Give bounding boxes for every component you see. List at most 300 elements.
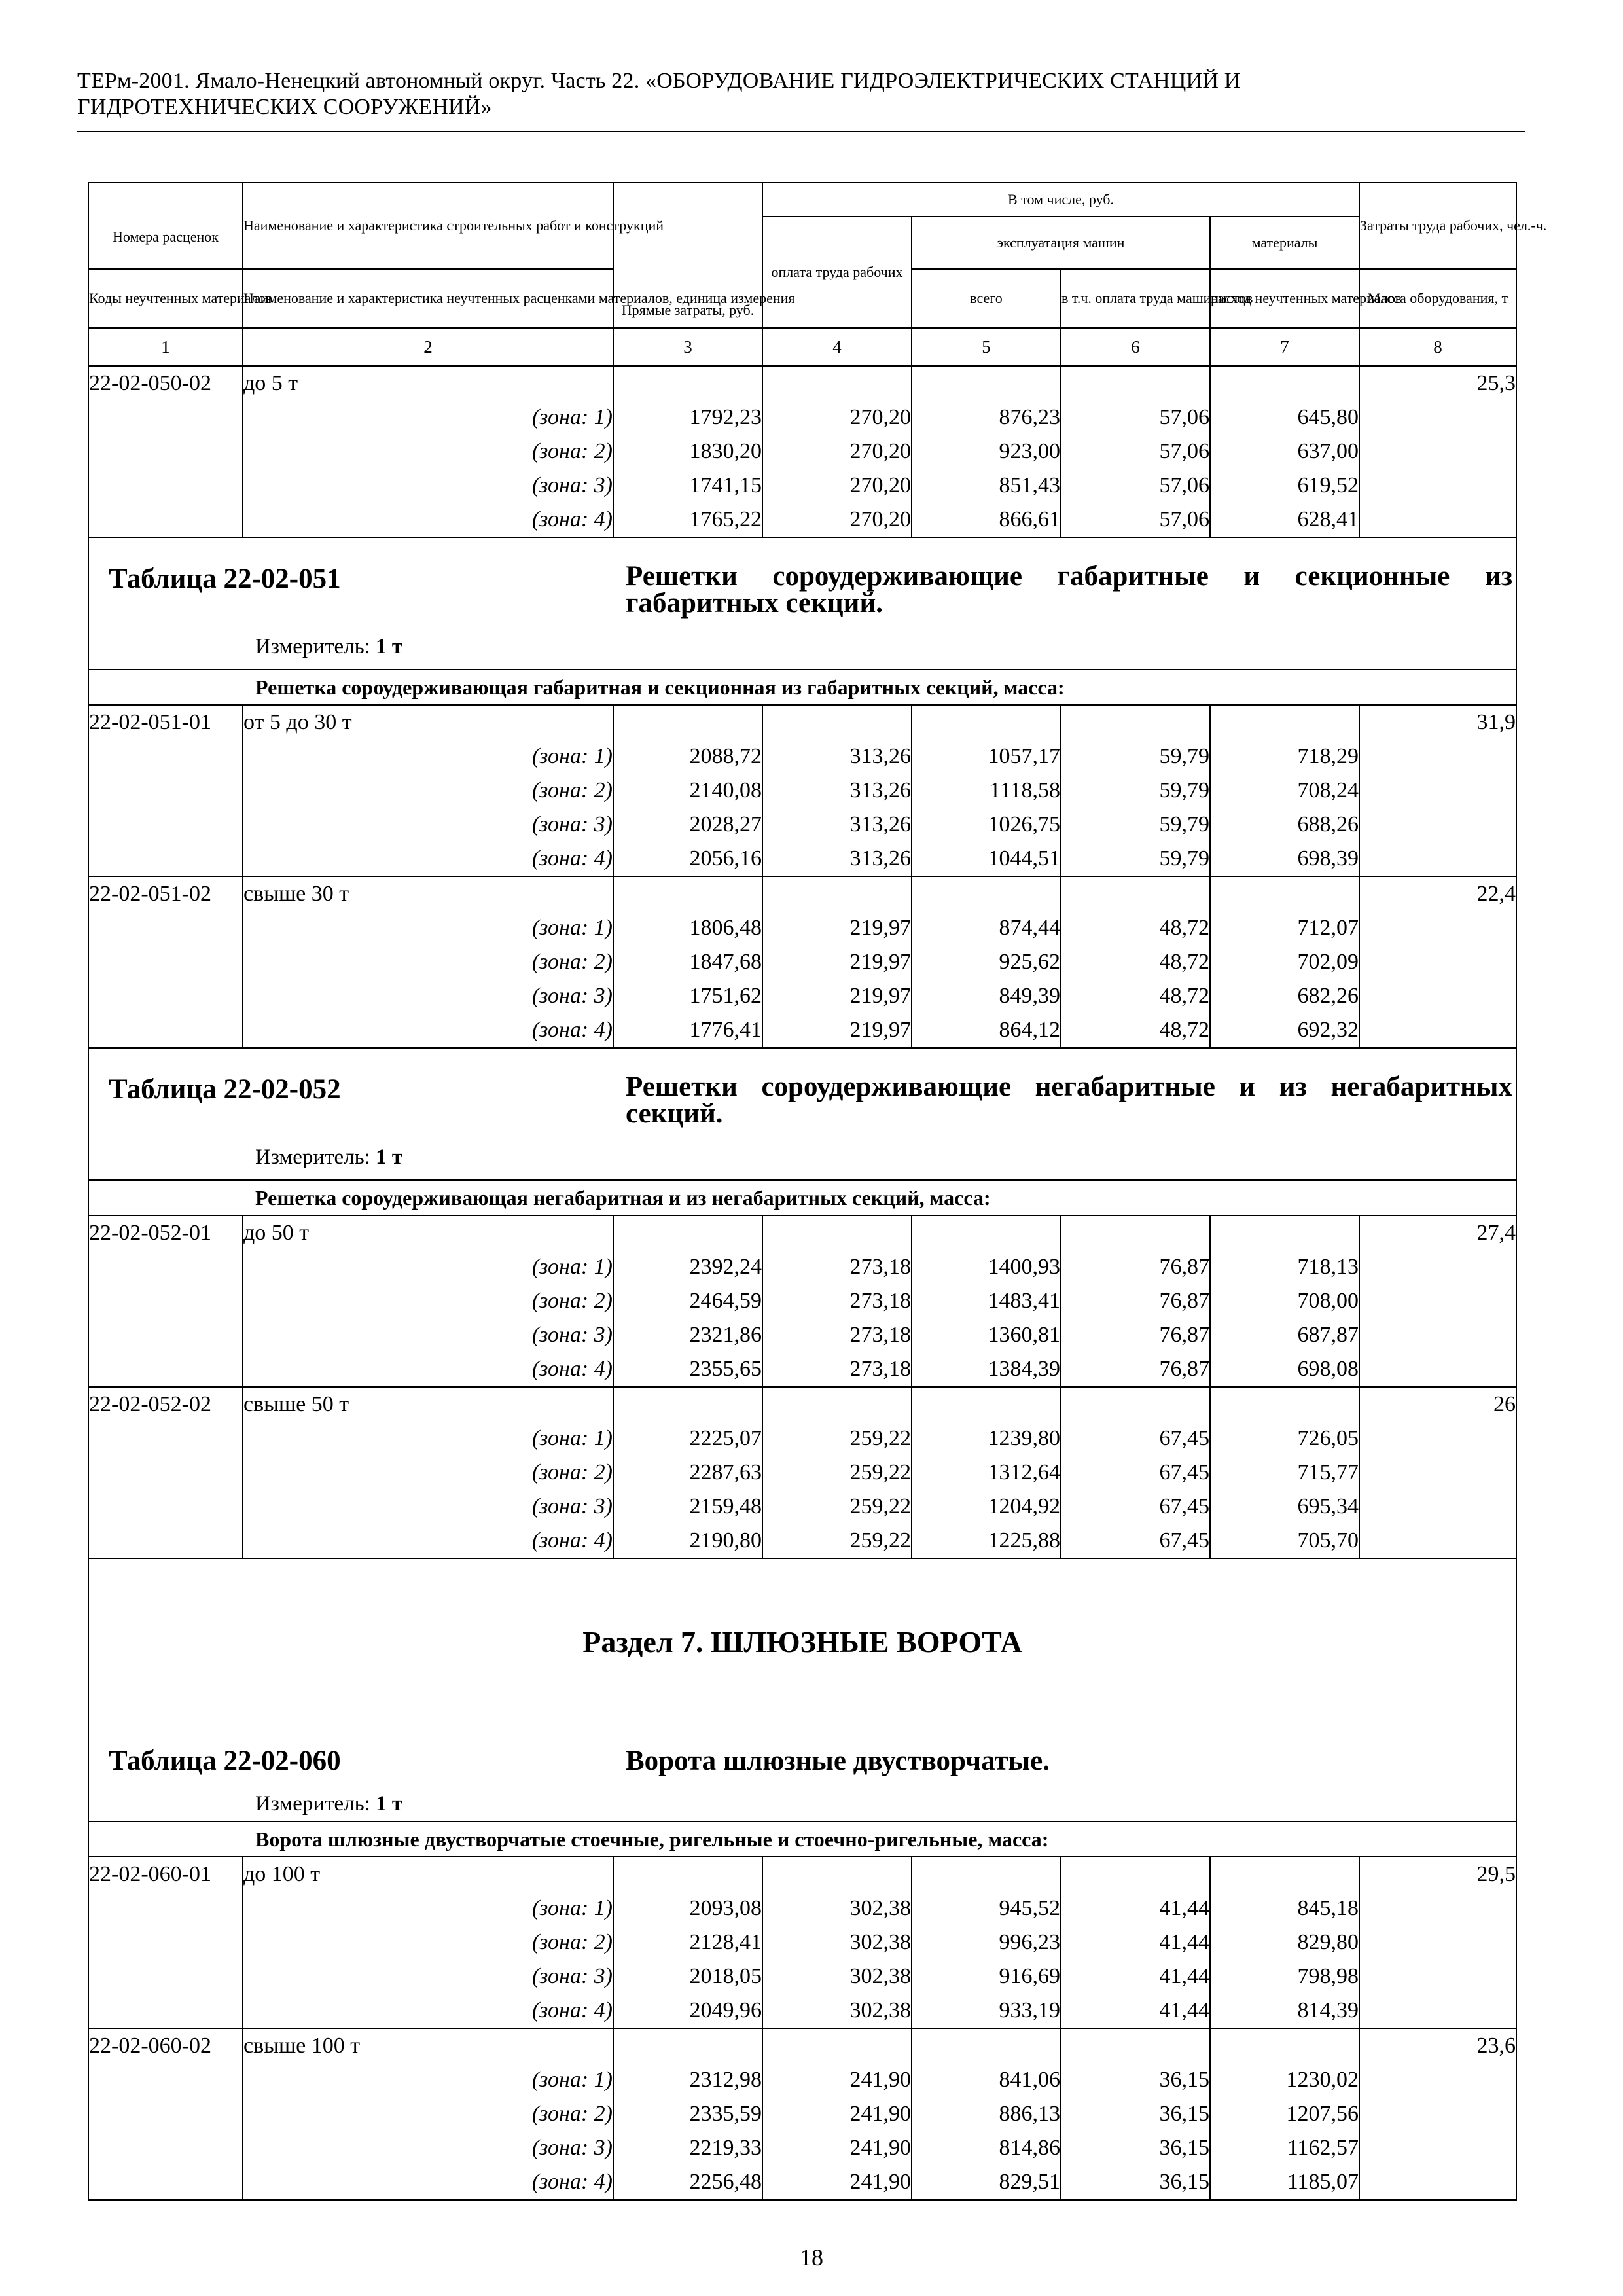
empty-cell	[613, 876, 762, 911]
empty-cell	[1359, 401, 1516, 435]
labor-pay-value: 273,18	[762, 1284, 912, 1318]
col-material-names-header: Наименование и характеристика неучтенных расценками материалов, единица измерения	[243, 269, 613, 328]
direct-costs-value: 1792,23	[613, 401, 762, 435]
empty-cell	[912, 1387, 1061, 1422]
zone-row	[88, 2063, 1516, 2097]
machines-total-value: 925,62	[912, 945, 1061, 979]
direct-costs-value: 2028,27	[613, 808, 762, 842]
empty-cell	[88, 1960, 243, 1994]
empty-cell	[1359, 1318, 1516, 1352]
empty-cell	[1061, 2028, 1210, 2063]
column-number-8: 8	[1359, 328, 1516, 366]
empty-cell	[88, 1892, 243, 1926]
zone-row	[88, 503, 1516, 537]
empty-cell	[613, 366, 762, 401]
empty-cell	[1359, 740, 1516, 774]
rate-name: свыше 30 т	[243, 876, 613, 911]
zone-label: (зона: 1)	[243, 2063, 613, 2097]
empty-cell	[88, 469, 243, 503]
zone-row	[88, 1456, 1516, 1490]
rate-code: 22-02-051-01	[88, 705, 243, 740]
zone-row	[88, 401, 1516, 435]
zone-row	[88, 842, 1516, 876]
zone-label: (зона: 1)	[243, 1250, 613, 1284]
empty-cell	[88, 1456, 243, 1490]
rate-code: 22-02-060-01	[88, 1857, 243, 1892]
machines-labor-value: 36,15	[1061, 2063, 1210, 2097]
machines-total-value: 1312,64	[912, 1456, 1061, 1490]
rate-row	[88, 2028, 1516, 2063]
group-title: Решетка сороудерживающая габаритная и секционная из габаритных секций, масса:	[88, 670, 1516, 705]
materials-value: 637,00	[1210, 435, 1359, 469]
empty-cell	[1359, 1926, 1516, 1960]
direct-costs-value: 2093,08	[613, 1892, 762, 1926]
empty-cell	[88, 1318, 243, 1352]
labor-pay-value: 302,38	[762, 1892, 912, 1926]
labor-pay-value: 219,97	[762, 945, 912, 979]
column-number-6: 6	[1061, 328, 1210, 366]
col-machines-total-header: всего	[912, 269, 1061, 328]
zone-label: (зона: 2)	[243, 774, 613, 808]
direct-costs-value: 2321,86	[613, 1318, 762, 1352]
direct-costs-value: 2088,72	[613, 740, 762, 774]
empty-cell	[1061, 1387, 1210, 1422]
empty-cell	[1359, 1013, 1516, 1048]
measurer-value: 1 т	[376, 1792, 403, 1816]
section-title: Раздел 7. ШЛЮЗНЫЕ ВОРОТА	[582, 1625, 1022, 1659]
zone-row	[88, 1352, 1516, 1387]
rate-row	[88, 705, 1516, 740]
empty-cell	[1210, 705, 1359, 740]
machines-total-value: 1360,81	[912, 1318, 1061, 1352]
empty-cell	[912, 366, 1061, 401]
zone-label: (зона: 2)	[243, 1926, 613, 1960]
machines-total-value: 829,51	[912, 2165, 1061, 2200]
direct-costs-value: 2128,41	[613, 1926, 762, 1960]
direct-costs-value: 2190,80	[613, 1524, 762, 1558]
machines-total-value: 1118,58	[912, 774, 1061, 808]
empty-cell	[88, 2063, 243, 2097]
empty-cell	[762, 1387, 912, 1422]
zone-label: (зона: 3)	[243, 1318, 613, 1352]
table-title-wrap	[89, 1049, 1516, 1179]
materials-value: 1207,56	[1210, 2097, 1359, 2131]
table-number: Таблица 22-02-060	[109, 1746, 341, 1776]
empty-cell	[1359, 1284, 1516, 1318]
empty-cell	[1359, 1892, 1516, 1926]
direct-costs-value: 2464,59	[613, 1284, 762, 1318]
group-title: Решетка сороудерживающая негабаритная и из негабаритных секций, масса:	[88, 1180, 1516, 1215]
empty-cell	[1210, 1857, 1359, 1892]
page-header	[77, 68, 1524, 120]
labor-pay-value: 259,22	[762, 1456, 912, 1490]
machines-labor-value: 36,15	[1061, 2097, 1210, 2131]
materials-value: 682,26	[1210, 979, 1359, 1013]
group-row	[88, 1180, 1516, 1215]
machines-labor-value: 57,06	[1061, 401, 1210, 435]
materials-value: 814,39	[1210, 1994, 1359, 2028]
column-numbers-row	[88, 328, 1516, 366]
zone-label: (зона: 4)	[243, 2165, 613, 2200]
empty-cell	[613, 1387, 762, 1422]
empty-cell	[1061, 705, 1210, 740]
empty-cell	[88, 1422, 243, 1456]
labor-pay-value: 219,97	[762, 979, 912, 1013]
materials-value: 1162,57	[1210, 2131, 1359, 2165]
direct-costs-value: 2159,48	[613, 1490, 762, 1524]
measurer	[255, 635, 402, 659]
empty-cell	[88, 401, 243, 435]
labor-cost: 25,3	[1359, 366, 1516, 401]
empty-cell	[1359, 1456, 1516, 1490]
group-title: Ворота шлюзные двустворчатые стоечные, ригельные и стоечно-ригельные, масса:	[88, 1821, 1516, 1857]
zone-row	[88, 1892, 1516, 1926]
col-mass-header: Масса оборудования, т	[1359, 269, 1516, 328]
machines-total-value: 1483,41	[912, 1284, 1061, 1318]
zone-label: (зона: 2)	[243, 1456, 613, 1490]
table-title: Решетки сороудерживающие негабаритные и из негабаритных секций.	[626, 1071, 1512, 1129]
labor-cost: 26	[1359, 1387, 1516, 1422]
machines-total-value: 864,12	[912, 1013, 1061, 1048]
empty-cell	[1359, 774, 1516, 808]
direct-costs-value: 2225,07	[613, 1422, 762, 1456]
rate-name: свыше 100 т	[243, 2028, 613, 2063]
empty-cell	[1210, 1215, 1359, 1250]
zone-label: (зона: 2)	[243, 1284, 613, 1318]
empty-cell	[613, 1857, 762, 1892]
header-line-1: ТЕРм-2001. Ямало-Ненецкий автономный округ. Часть 22. «ОБОРУДОВАНИЕ ГИДРОЭЛЕКТРИЧЕСКИХ СТАНЦИЙ И	[77, 69, 1241, 93]
labor-cost: 29,5	[1359, 1857, 1516, 1892]
machines-labor-value: 76,87	[1061, 1250, 1210, 1284]
empty-cell	[1061, 1215, 1210, 1250]
machines-total-value: 1057,17	[912, 740, 1061, 774]
zone-row	[88, 1524, 1516, 1558]
empty-cell	[88, 911, 243, 945]
zone-label: (зона: 4)	[243, 1013, 613, 1048]
machines-total-value: 916,69	[912, 1960, 1061, 1994]
labor-pay-value: 241,90	[762, 2131, 912, 2165]
direct-costs-value: 2287,63	[613, 1456, 762, 1490]
empty-cell	[1359, 2063, 1516, 2097]
zone-label: (зона: 4)	[243, 503, 613, 537]
column-number-7: 7	[1210, 328, 1359, 366]
machines-labor-value: 59,79	[1061, 842, 1210, 876]
empty-cell	[1061, 366, 1210, 401]
machines-labor-value: 48,72	[1061, 911, 1210, 945]
zone-label: (зона: 3)	[243, 1490, 613, 1524]
empty-cell	[1359, 2131, 1516, 2165]
empty-cell	[1359, 1524, 1516, 1558]
labor-pay-value: 259,22	[762, 1422, 912, 1456]
empty-cell	[1359, 808, 1516, 842]
empty-cell	[88, 774, 243, 808]
empty-cell	[88, 842, 243, 876]
labor-pay-value: 270,20	[762, 503, 912, 537]
labor-pay-value: 241,90	[762, 2063, 912, 2097]
machines-labor-value: 59,79	[1061, 808, 1210, 842]
empty-cell	[88, 1284, 243, 1318]
zone-label: (зона: 4)	[243, 1994, 613, 2028]
machines-total-value: 1239,80	[912, 1422, 1061, 1456]
empty-cell	[88, 1994, 243, 2028]
labor-pay-value: 241,90	[762, 2097, 912, 2131]
col-machines-labor-header: в т.ч. оплата труда машинистов	[1061, 269, 1210, 328]
section-header-cell	[88, 1558, 1516, 1821]
col-labor-pay-header: оплата труда рабочих	[762, 217, 912, 328]
zone-row	[88, 1994, 1516, 2028]
direct-costs-value: 1806,48	[613, 911, 762, 945]
labor-pay-value: 313,26	[762, 842, 912, 876]
rates-table	[88, 182, 1547, 2201]
machines-labor-value: 41,44	[1061, 1960, 1210, 1994]
empty-cell	[1359, 1422, 1516, 1456]
labor-pay-value: 270,20	[762, 435, 912, 469]
empty-cell	[1359, 2097, 1516, 2131]
labor-pay-value: 259,22	[762, 1524, 912, 1558]
empty-cell	[88, 740, 243, 774]
zone-row	[88, 1490, 1516, 1524]
materials-value: 1185,07	[1210, 2165, 1359, 2200]
direct-costs-value: 2018,05	[613, 1960, 762, 1994]
rate-name: свыше 50 т	[243, 1387, 613, 1422]
empty-cell	[1061, 1857, 1210, 1892]
empty-cell	[1359, 911, 1516, 945]
machines-labor-value: 57,06	[1061, 435, 1210, 469]
rate-code: 22-02-060-02	[88, 2028, 243, 2063]
empty-cell	[1359, 1352, 1516, 1387]
table-title: Ворота шлюзные двустворчатые.	[626, 1746, 1050, 1776]
machines-labor-value: 67,45	[1061, 1422, 1210, 1456]
col-rate-numbers-header: Номера расценок	[88, 183, 243, 269]
empty-cell	[762, 1215, 912, 1250]
empty-cell	[1359, 503, 1516, 537]
labor-pay-value: 270,20	[762, 401, 912, 435]
direct-costs-value: 2392,24	[613, 1250, 762, 1284]
empty-cell	[1210, 2028, 1359, 2063]
section-header-row	[88, 1558, 1516, 1821]
materials-value: 695,34	[1210, 1490, 1359, 1524]
empty-cell	[88, 1250, 243, 1284]
zone-label: (зона: 2)	[243, 2097, 613, 2131]
labor-pay-value: 273,18	[762, 1318, 912, 1352]
measurer-label: Измеритель:	[255, 1145, 370, 1169]
machines-total-value: 1204,92	[912, 1490, 1061, 1524]
column-number-2: 2	[243, 328, 613, 366]
materials-value: 715,77	[1210, 1456, 1359, 1490]
labor-pay-value: 313,26	[762, 740, 912, 774]
machines-labor-value: 59,79	[1061, 774, 1210, 808]
rate-row	[88, 1857, 1516, 1892]
zone-label: (зона: 3)	[243, 469, 613, 503]
zone-row	[88, 1284, 1516, 1318]
zone-label: (зона: 3)	[243, 1960, 613, 1994]
materials-value: 698,39	[1210, 842, 1359, 876]
materials-value: 692,32	[1210, 1013, 1359, 1048]
materials-value: 708,24	[1210, 774, 1359, 808]
table-title-row	[88, 537, 1516, 670]
materials-value: 628,41	[1210, 503, 1359, 537]
labor-cost: 22,4	[1359, 876, 1516, 911]
machines-labor-value: 59,79	[1061, 740, 1210, 774]
empty-cell	[912, 1215, 1061, 1250]
materials-value: 705,70	[1210, 1524, 1359, 1558]
materials-value: 688,26	[1210, 808, 1359, 842]
materials-value: 698,08	[1210, 1352, 1359, 1387]
zone-row	[88, 911, 1516, 945]
zone-label: (зона: 3)	[243, 2131, 613, 2165]
rate-name: от 5 до 30 т	[243, 705, 613, 740]
rate-row	[88, 876, 1516, 911]
direct-costs-value: 2140,08	[613, 774, 762, 808]
zone-row	[88, 774, 1516, 808]
zone-label: (зона: 1)	[243, 401, 613, 435]
machines-labor-value: 76,87	[1061, 1352, 1210, 1387]
machines-labor-value: 48,72	[1061, 979, 1210, 1013]
machines-labor-value: 57,06	[1061, 503, 1210, 537]
machines-total-value: 886,13	[912, 2097, 1061, 2131]
col-labor-cost-header: Затраты труда рабочих, чел.-ч.	[1359, 183, 1516, 269]
empty-cell	[88, 1926, 243, 1960]
machines-labor-value: 67,45	[1061, 1524, 1210, 1558]
page-number: 18	[800, 2244, 823, 2270]
table-number: Таблица 22-02-051	[109, 564, 341, 594]
rate-name: до 5 т	[243, 366, 613, 401]
materials-value: 829,80	[1210, 1926, 1359, 1960]
materials-value: 702,09	[1210, 945, 1359, 979]
zone-row	[88, 1926, 1516, 1960]
empty-cell	[762, 2028, 912, 2063]
section-header-wrap	[89, 1559, 1516, 1821]
empty-cell	[88, 1352, 243, 1387]
empty-cell	[88, 2097, 243, 2131]
labor-pay-value: 302,38	[762, 1926, 912, 1960]
empty-cell	[1359, 1490, 1516, 1524]
empty-cell	[88, 1524, 243, 1558]
zone-row	[88, 1250, 1516, 1284]
measurer-label: Измеритель:	[255, 1792, 370, 1816]
machines-labor-value: 67,45	[1061, 1490, 1210, 1524]
machines-labor-value: 41,44	[1061, 1994, 1210, 2028]
table-title-wrap	[89, 538, 1516, 669]
empty-cell	[912, 2028, 1061, 2063]
machines-total-value: 849,39	[912, 979, 1061, 1013]
zone-label: (зона: 4)	[243, 1352, 613, 1387]
direct-costs-value: 2056,16	[613, 842, 762, 876]
empty-cell	[1210, 876, 1359, 911]
direct-costs-value: 1765,22	[613, 503, 762, 537]
labor-cost: 23,6	[1359, 2028, 1516, 2063]
machines-labor-value: 76,87	[1061, 1318, 1210, 1352]
zone-row	[88, 2131, 1516, 2165]
table-number: Таблица 22-02-052	[109, 1074, 341, 1105]
empty-cell	[88, 1013, 243, 1048]
empty-cell	[613, 1215, 762, 1250]
zone-label: (зона: 4)	[243, 1524, 613, 1558]
zone-label: (зона: 3)	[243, 979, 613, 1013]
zone-label: (зона: 3)	[243, 808, 613, 842]
machines-total-value: 841,06	[912, 2063, 1061, 2097]
zone-label: (зона: 2)	[243, 945, 613, 979]
empty-cell	[88, 808, 243, 842]
measurer	[255, 1145, 402, 1170]
direct-costs-value: 2355,65	[613, 1352, 762, 1387]
empty-cell	[88, 979, 243, 1013]
machines-labor-value: 48,72	[1061, 945, 1210, 979]
materials-value: 718,29	[1210, 740, 1359, 774]
zone-row	[88, 1960, 1516, 1994]
direct-costs-value: 2219,33	[613, 2131, 762, 2165]
machines-total-value: 1400,93	[912, 1250, 1061, 1284]
zone-row	[88, 979, 1516, 1013]
labor-pay-value: 302,38	[762, 1960, 912, 1994]
direct-costs-value: 1847,68	[613, 945, 762, 979]
materials-value: 708,00	[1210, 1284, 1359, 1318]
table-title-cell	[88, 1048, 1516, 1180]
labor-pay-value: 219,97	[762, 911, 912, 945]
zone-row	[88, 1422, 1516, 1456]
direct-costs-value: 2256,48	[613, 2165, 762, 2200]
machines-total-value: 814,86	[912, 2131, 1061, 2165]
machines-total-value: 1384,39	[912, 1352, 1061, 1387]
zone-label: (зона: 1)	[243, 1422, 613, 1456]
empty-cell	[762, 705, 912, 740]
table-title-cell	[88, 537, 1516, 670]
zone-label: (зона: 1)	[243, 911, 613, 945]
empty-cell	[1359, 435, 1516, 469]
empty-cell	[88, 503, 243, 537]
direct-costs-value: 1830,20	[613, 435, 762, 469]
labor-pay-value: 313,26	[762, 808, 912, 842]
direct-costs-value: 1776,41	[613, 1013, 762, 1048]
machines-total-value: 1026,75	[912, 808, 1061, 842]
direct-costs-value: 1741,15	[613, 469, 762, 503]
machines-total-value: 945,52	[912, 1892, 1061, 1926]
labor-pay-value: 259,22	[762, 1490, 912, 1524]
empty-cell	[762, 366, 912, 401]
zone-label: (зона: 4)	[243, 842, 613, 876]
empty-cell	[912, 876, 1061, 911]
machines-total-value: 851,43	[912, 469, 1061, 503]
zone-label: (зона: 1)	[243, 740, 613, 774]
measurer-label: Измеритель:	[255, 635, 370, 658]
column-number-3: 3	[613, 328, 762, 366]
zone-row	[88, 1013, 1516, 1048]
machines-total-value: 1044,51	[912, 842, 1061, 876]
materials-value: 726,05	[1210, 1422, 1359, 1456]
empty-cell	[1210, 1387, 1359, 1422]
machines-total-value: 996,23	[912, 1926, 1061, 1960]
group-row	[88, 670, 1516, 705]
zone-label: (зона: 1)	[243, 1892, 613, 1926]
zone-label: (зона: 2)	[243, 435, 613, 469]
labor-pay-value: 273,18	[762, 1352, 912, 1387]
materials-value: 718,13	[1210, 1250, 1359, 1284]
labor-cost: 27,4	[1359, 1215, 1516, 1250]
machines-labor-value: 41,44	[1061, 1892, 1210, 1926]
rate-name: до 100 т	[243, 1857, 613, 1892]
zone-row	[88, 2165, 1516, 2200]
materials-value: 712,07	[1210, 911, 1359, 945]
labor-cost: 31,9	[1359, 705, 1516, 740]
machines-labor-value: 48,72	[1061, 1013, 1210, 1048]
empty-cell	[1359, 469, 1516, 503]
empty-cell	[88, 945, 243, 979]
machines-labor-value: 41,44	[1061, 1926, 1210, 1960]
col-work-name-header: Наименование и характеристика строительных работ и конструкций	[243, 183, 613, 269]
column-number-4: 4	[762, 328, 912, 366]
table-title-row	[88, 1048, 1516, 1180]
machines-total-value: 866,61	[912, 503, 1061, 537]
